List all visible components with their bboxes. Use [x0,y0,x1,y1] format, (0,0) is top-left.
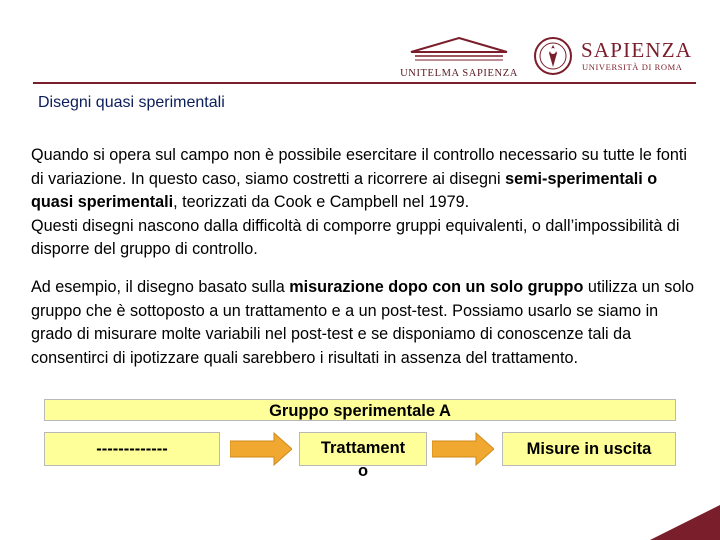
logo-bar [385,28,700,83]
unitelma-temple-icon [395,36,523,66]
diagram-box-pretest: ------------- [44,432,220,466]
diagram-box-output: Misure in uscita [502,432,676,466]
paragraph-1-text-a: Quando si opera sul campo non è possibile esercitare il controllo necessario su tutte le fonti di variazione. In questo caso, siamo costretti a ricorrere ai disegni [31,146,687,188]
header-divider [33,82,696,84]
paragraph-1 [31,144,701,262]
diagram-box-treatment-line1: Trattament [320,439,406,457]
paragraph-1-bold: semi-sperimentali o quasi sperimentali [31,169,658,211]
paragraph-2 [31,276,701,370]
paragraph-1-text-c: Questi disegni nascono dalla difficoltà di comporre gruppi equivalenti, o dall’impossibilità di disporre del gruppo di controllo. [31,216,680,258]
diagram-box-treatment-line2: o [357,462,369,480]
diagram-box-treatment [299,432,427,480]
arrow-right-icon [432,432,494,466]
sapienza-subtitle: UNIVERSITÀ DI ROMA [582,62,683,72]
arrow-right-icon [230,432,292,466]
slide-subtitle: Disegni quasi sperimentali [38,94,225,111]
sapienza-title: SAPIENZA [581,38,693,62]
sapienza-seal-icon [533,36,573,76]
group-label-bar: Gruppo sperimentale A [44,399,676,421]
corner-decoration [650,505,720,540]
paragraph-2-bold: misurazione dopo con un solo gruppo [289,278,584,296]
paragraph-1-text-b: , teorizzati da Cook e Campbell nel 1979. [173,193,470,211]
paragraph-2-text-b: utilizza un solo gruppo che è sottoposto a un trattamento e a un post-test. Possiamo usarlo se siamo in grado di misurare molte variabili nel post-test e se disponiamo di conoscenze tali da consentirci di ipotizzare quali sarebbero i risultati in assenza del trattamento. [31,278,695,367]
paragraph-2-text-a: Ad esempio, il disegno basato sulla [31,278,290,296]
unitelma-logo [395,36,523,84]
unitelma-logo-text: UNITELMA SAPIENZA [400,68,518,79]
